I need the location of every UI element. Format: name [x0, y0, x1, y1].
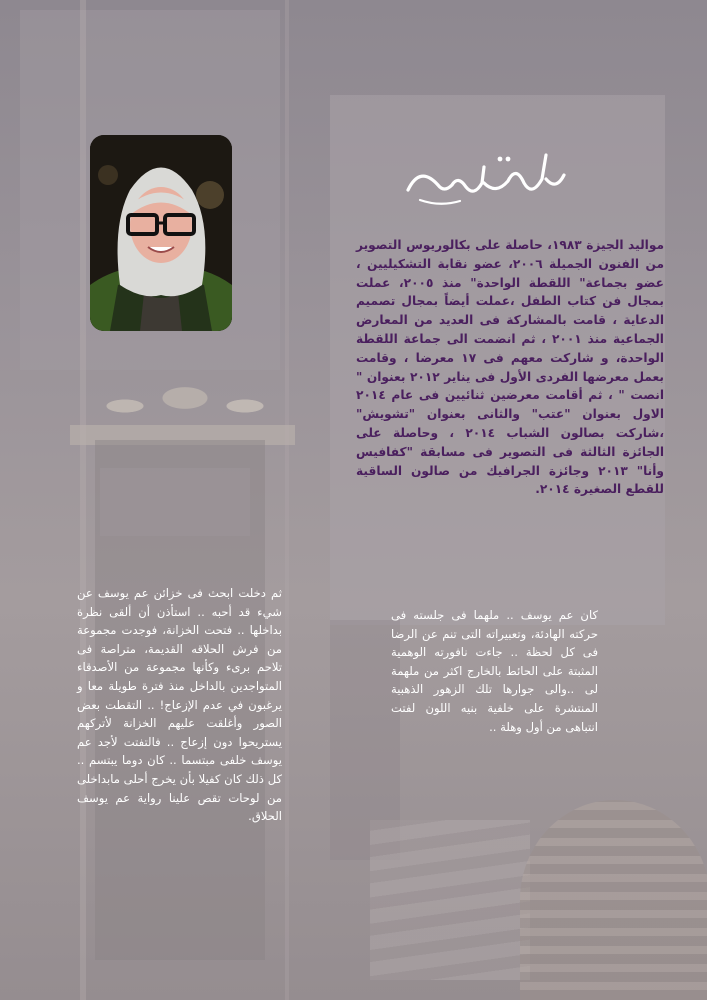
portrait-illustration: [90, 135, 232, 331]
background-basket: [520, 800, 707, 1000]
artist-biography: مواليد الجيزة ١٩٨٣، حاصلة على بكالوريوس التصوير من الفنون الجميلة ٢٠٠٦، عضو نقابة التشكيليين ، عضو بجماعة" اللقطة الواحدة" منذ ٢٠٠٥، عملت بمجال فن كتاب الطفل ،عملت أيضاً بمجال تصميم الدعاية ، قامت بالمشاركة فى العديد من المعارض الجماعية منذ ٢٠٠١ ، ثم انضمت الى جماعة اللقطة الواحدة، و شاركت معهم فى ١٧ معرضا ، وقامت بعمل معرضها الفردى الأول فى يناير ٢٠١٢ بعنوان " انصت " ، ثم أقامت معرضين ثنائيين فى عام ٢٠١٤ الاول بعنوان "عتب" والثانى بعنوان "تشويش" ،شاركت بصالون الشباب ٢٠١٤ ، وحاصلة على الجائزة الثالثة فى التصوير فى مسابقة "كفافيس وأنا" ٢٠١٣ وجائزة الجرافيك من صالون الساقية للقطع الصغيرة ٢٠١٤.: [356, 238, 665, 497]
background-door-frame: [80, 0, 86, 1000]
background-door-frame-right: [285, 0, 289, 1000]
background-jars: [85, 350, 285, 430]
story-paragraph-left: ثم دخلت ابحث فى خزائن عم يوسف عن شيء قد أحبه .. استأذن أن ألقى نظرة بداخلها .. فتحت الخزانة، فوجدت مجموعة من فرش الحلاقه القديمة، متراصة فى تلاحم برىء وكأنها مجموعة من الأصدقاء المتواجدين بالداخل منذ فترة طويلة معا و يرغبون في عدم الإزعاج! .. التقطت بعض الصور وأغلقت عليهم الخزانة لأتركهم يستريحوا دون إزعاج .. فالتفتت لأجد عم يوسف خلفى مبتسما .. كان دوما يبتسم .. كل ذلك كان كفيلا بأن يخرج أحلى مابداخلى من لوحات تقص علينا رواية عم يوسف الحلاق.: [77, 586, 282, 824]
signature-calligraphy: [400, 145, 570, 210]
background-cushion: [370, 820, 530, 980]
artist-portrait: [90, 135, 232, 331]
background-drawer: [100, 468, 250, 536]
story-paragraph-right: كان عم يوسف .. ملهما فى جلسته فى حركته الهادئة، وتعبيراته التى تنم عن الرضا فى كل لحظة .. جاءت نافورته الوهمية المثبتة على الحائط بالخارج اكثر من ملهمة لى ..والى جوارها تلك الزهور الذهبية المنتشرة على خلفية بنيه اللون لفتت انتباهى من أول وهلة ..: [391, 608, 598, 734]
artist-signature: [400, 145, 570, 210]
